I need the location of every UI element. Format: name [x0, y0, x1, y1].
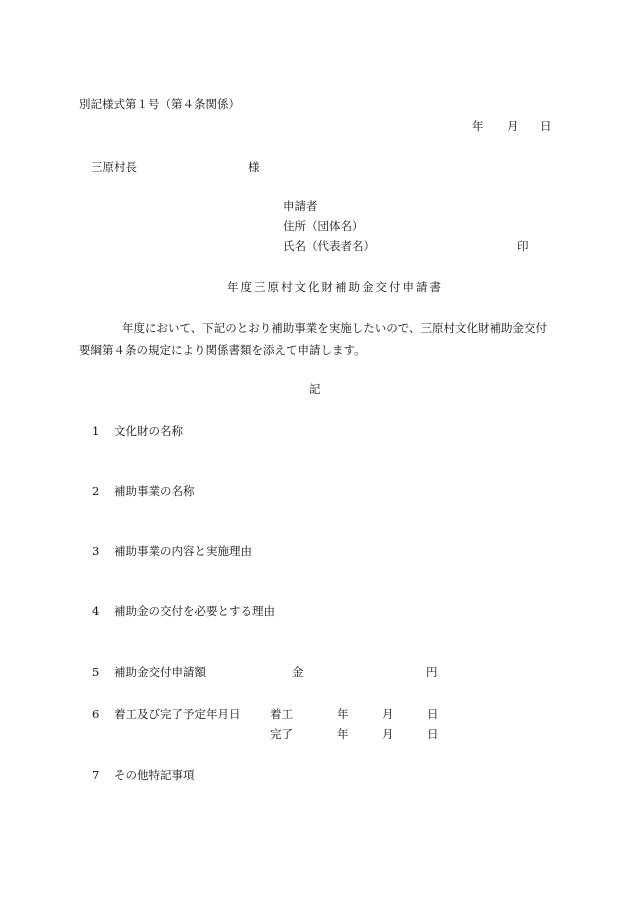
item-label-other-notes: その他特記事項: [114, 768, 195, 782]
item-number: 1: [92, 424, 100, 438]
item-number: 7: [92, 768, 100, 782]
ki-heading: 記: [309, 382, 321, 396]
schedule-start-day: 日: [427, 707, 439, 721]
document-title: 年度三原村文化財補助金交付申請書: [227, 280, 443, 294]
date-month: 月: [507, 119, 519, 133]
addressee-honorific: 様: [248, 160, 260, 174]
item-number: 4: [92, 604, 100, 618]
schedule-start-year: 年: [337, 707, 349, 721]
item-label-subsidy-reason: 補助金の交付を必要とする理由: [114, 604, 275, 618]
seal-mark: 印: [517, 239, 529, 253]
body-line-2: 要綱第４条の規定により関係書類を添えて申請します。: [79, 343, 366, 357]
schedule-start-label: 着工: [270, 707, 293, 721]
item-label-project-name: 補助事業の名称: [114, 484, 195, 498]
item-number: 3: [92, 544, 100, 558]
applicant-label: 申請者: [283, 199, 318, 213]
applicant-address-label: 住所（団体名）: [283, 219, 364, 233]
item-label-amount: 補助金交付申請額: [114, 665, 206, 679]
item-label-schedule: 着工及び完了予定年月日: [114, 707, 241, 721]
item-label-cultural-property: 文化財の名称: [114, 424, 183, 438]
amount-yen: 円: [426, 665, 438, 679]
addressee-name: 三原村長: [91, 160, 137, 174]
item-number: 5: [92, 665, 100, 679]
body-line-1: 年度において、下記のとおり補助事業を実施したいので、三原村文化財補助金交付: [122, 321, 548, 335]
form-number-label: 別記様式第１号（第４条関係）: [79, 97, 240, 111]
item-number: 2: [92, 484, 100, 498]
schedule-end-day: 日: [427, 727, 439, 741]
date-day: 日: [540, 119, 552, 133]
schedule-start-month: 月: [382, 707, 394, 721]
schedule-end-label: 完了: [270, 727, 293, 741]
date-year: 年: [472, 119, 484, 133]
schedule-end-year: 年: [337, 727, 349, 741]
applicant-name-label: 氏名（代表者名）: [283, 239, 375, 253]
amount-kin: 金: [292, 665, 304, 679]
item-number: 6: [92, 707, 100, 721]
item-label-project-content: 補助事業の内容と実施理由: [114, 544, 252, 558]
schedule-end-month: 月: [382, 727, 394, 741]
